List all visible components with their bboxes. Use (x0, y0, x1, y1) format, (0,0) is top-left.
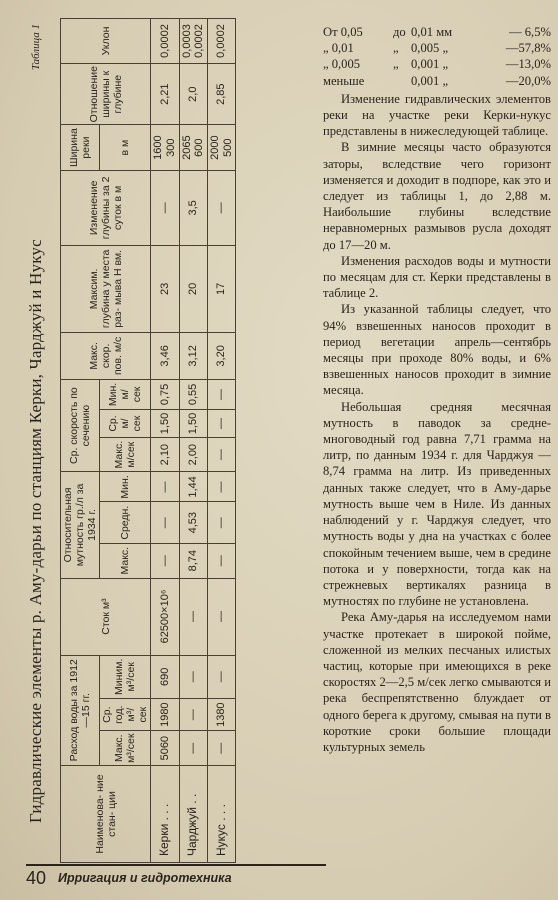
cell: 0,0002 (151, 19, 179, 64)
col-max-speed: Макс. скор. пов. м/с (61, 332, 151, 379)
cell: 5060 (151, 731, 179, 766)
cell: — (208, 655, 236, 698)
cell: 2,85 (208, 64, 236, 125)
col-group-velocity: Ср. скорость по сечению (61, 379, 100, 472)
table-row (151, 19, 179, 863)
cell: — (179, 699, 207, 731)
cell: — (208, 578, 236, 655)
cell: 23 (151, 245, 179, 332)
cell: 20 (179, 245, 207, 332)
journal-title: Ирригация и гидротехника (58, 871, 232, 885)
cell: — (208, 410, 236, 438)
hydraulic-table (60, 18, 236, 863)
cell: 2,21 (151, 64, 179, 125)
stats-row: От 0,05 до 0,01 мм — 6,5% (323, 25, 551, 39)
cell: — (208, 379, 236, 409)
cell: — (208, 437, 236, 471)
paragraph: Из указанной таблицы следует, что 94% взвешенных наносов проходит в период вегетации апрель—сентябрь месяцы при проходе 80% воды, и 6% взвешенных наносов проходит в зимние месяца. (323, 302, 551, 398)
cell: 2,00 (179, 437, 207, 471)
col-depth: Максим. глубина у места раз- мыва Н вм. (61, 245, 151, 332)
col-q-max: Макс. м³/сек (100, 731, 151, 766)
col-v-max: Макс. м/сек (100, 437, 151, 471)
station-name: Керки . . . (151, 766, 179, 863)
cell: 17 (208, 245, 236, 332)
cell: 1600 300 (151, 125, 179, 170)
cell: 2000 500 (208, 125, 236, 170)
cell: 1980 (151, 699, 179, 731)
table-label: Таблица 1 (30, 24, 42, 71)
page-number: 40 (26, 868, 47, 888)
col-v-min: Мин. м/сек (100, 379, 151, 409)
paragraph: Река Аму-дарья на исследуемом нами участке протекает в широкой пойме, сложенной из мелких песчаных илистых частиц, которые при имеющихся в реке скоростях 2—2,5 м/сек легко смываются и река беспрепятственно блуждает от одного берега к другому, смывая на пути в короткие сроки большие площади культурных земель (323, 610, 551, 754)
col-group-turbidity: Относительная мутность гр./л за 1934 г. (61, 472, 100, 578)
rotated-table-region (22, 18, 318, 863)
cell: 2,0 (179, 64, 207, 125)
stats-row: меньше 0,001 „ —20,0% (323, 73, 551, 88)
station-name: Нукус . . . (208, 766, 236, 863)
stats-row: „ 0,01 „ 0,005 „ —57,8% (323, 41, 551, 56)
col-slope: Уклон (61, 19, 151, 64)
cell: 0,75 (151, 379, 179, 409)
cell: — (151, 472, 179, 502)
cell: — (179, 655, 207, 698)
particle-size-stats (323, 24, 551, 89)
paragraph: Изменения расходов воды и мутности по месяцам для ст. Керки представлены в таблице 2. (323, 253, 551, 301)
col-t-avg: Средн. (100, 502, 151, 543)
cell: — (151, 170, 179, 245)
paragraph: В зимние месяцы часто образуются заторы, вследствие чего горизонт изменяется и доходит в подпоре, как это и следует из таблицы 1, до 2,88 м. Наибольшие глубины вследствие неравномерных размывов русла доходят до 17—20 м. (323, 140, 551, 252)
col-q-avg: Ср. год. м³/сек (100, 699, 151, 731)
table-row (179, 19, 207, 863)
cell: — (208, 170, 236, 245)
cell: — (208, 543, 236, 578)
cell: — (151, 502, 179, 543)
cell: 0,0003 0,0002 (179, 19, 207, 64)
cell: — (179, 578, 207, 655)
col-level-change: Изменение глубины за 2 суток в м (61, 170, 151, 245)
cell: 1,50 (179, 410, 207, 438)
cell: — (179, 731, 207, 766)
cell: 0,55 (179, 379, 207, 409)
page-footer (26, 864, 326, 890)
cell: 1,50 (151, 410, 179, 438)
cell: 4,53 (179, 502, 207, 543)
cell: 3,20 (208, 332, 236, 379)
col-t-min: Мин. (100, 472, 151, 502)
cell: 3,5 (179, 170, 207, 245)
col-group-discharge: Расход воды за 1912—15 гг. (61, 655, 100, 765)
paragraph: Небольшая средняя месячная мутность в паводок за средне-многоводный год равна 7,71 грамма на литр, по данным 1934 г. для Чарджуя — 8,74 грамма на литр. Из приведенных данных также следует, что в Аму-дарье мутность выше чем в Ниле. Из данных наблюдений у г. Чарджуя следует, что мутность воды у дна на участках с более спокойным течением выше, чем в средине потока и у поверхности, тогда как на стрежневых вертикалях разница в мутностях по глубине не установлена. (323, 399, 551, 609)
article-text (323, 24, 551, 755)
col-station: Наименова- ние стан- ции (61, 766, 151, 863)
cell: 62500×10⁶ (151, 578, 179, 655)
col-ratio: Отношение ширины к глубине (61, 64, 151, 125)
table-row (208, 19, 236, 863)
cell: — (208, 472, 236, 502)
cell: 3,12 (179, 332, 207, 379)
cell: — (208, 731, 236, 766)
col-v-avg: Ср. м/сек (100, 410, 151, 438)
cell: 0,0002 (208, 19, 236, 64)
station-name: Чарджуй . . (179, 766, 207, 863)
col-width: Ширина реки (61, 125, 100, 170)
col-q-min: Миним. м³/сек (100, 655, 151, 698)
cell: 690 (151, 655, 179, 698)
table-title: Гидравлические элементы р. Аму-дарьи по станциям Керки, Чарджуй и Нукус (26, 239, 45, 823)
col-width-units: в м (100, 125, 151, 170)
col-t-max: Макс. (100, 543, 151, 578)
cell: 8,74 (179, 543, 207, 578)
col-runoff: Сток м³ (61, 578, 151, 655)
cell: — (208, 502, 236, 543)
cell: 1,44 (179, 472, 207, 502)
cell: 2065 600 (179, 125, 207, 170)
cell: 2,10 (151, 437, 179, 471)
stats-row: „ 0,005 „ 0,001 „ —13,0% (323, 57, 551, 72)
paragraph: Изменение гидравлических элементов реки на участке реки Керки-нукус представлены в нижеследующей таблице. (323, 91, 551, 139)
cell: 3,46 (151, 332, 179, 379)
cell: — (151, 543, 179, 578)
cell: 1380 (208, 699, 236, 731)
